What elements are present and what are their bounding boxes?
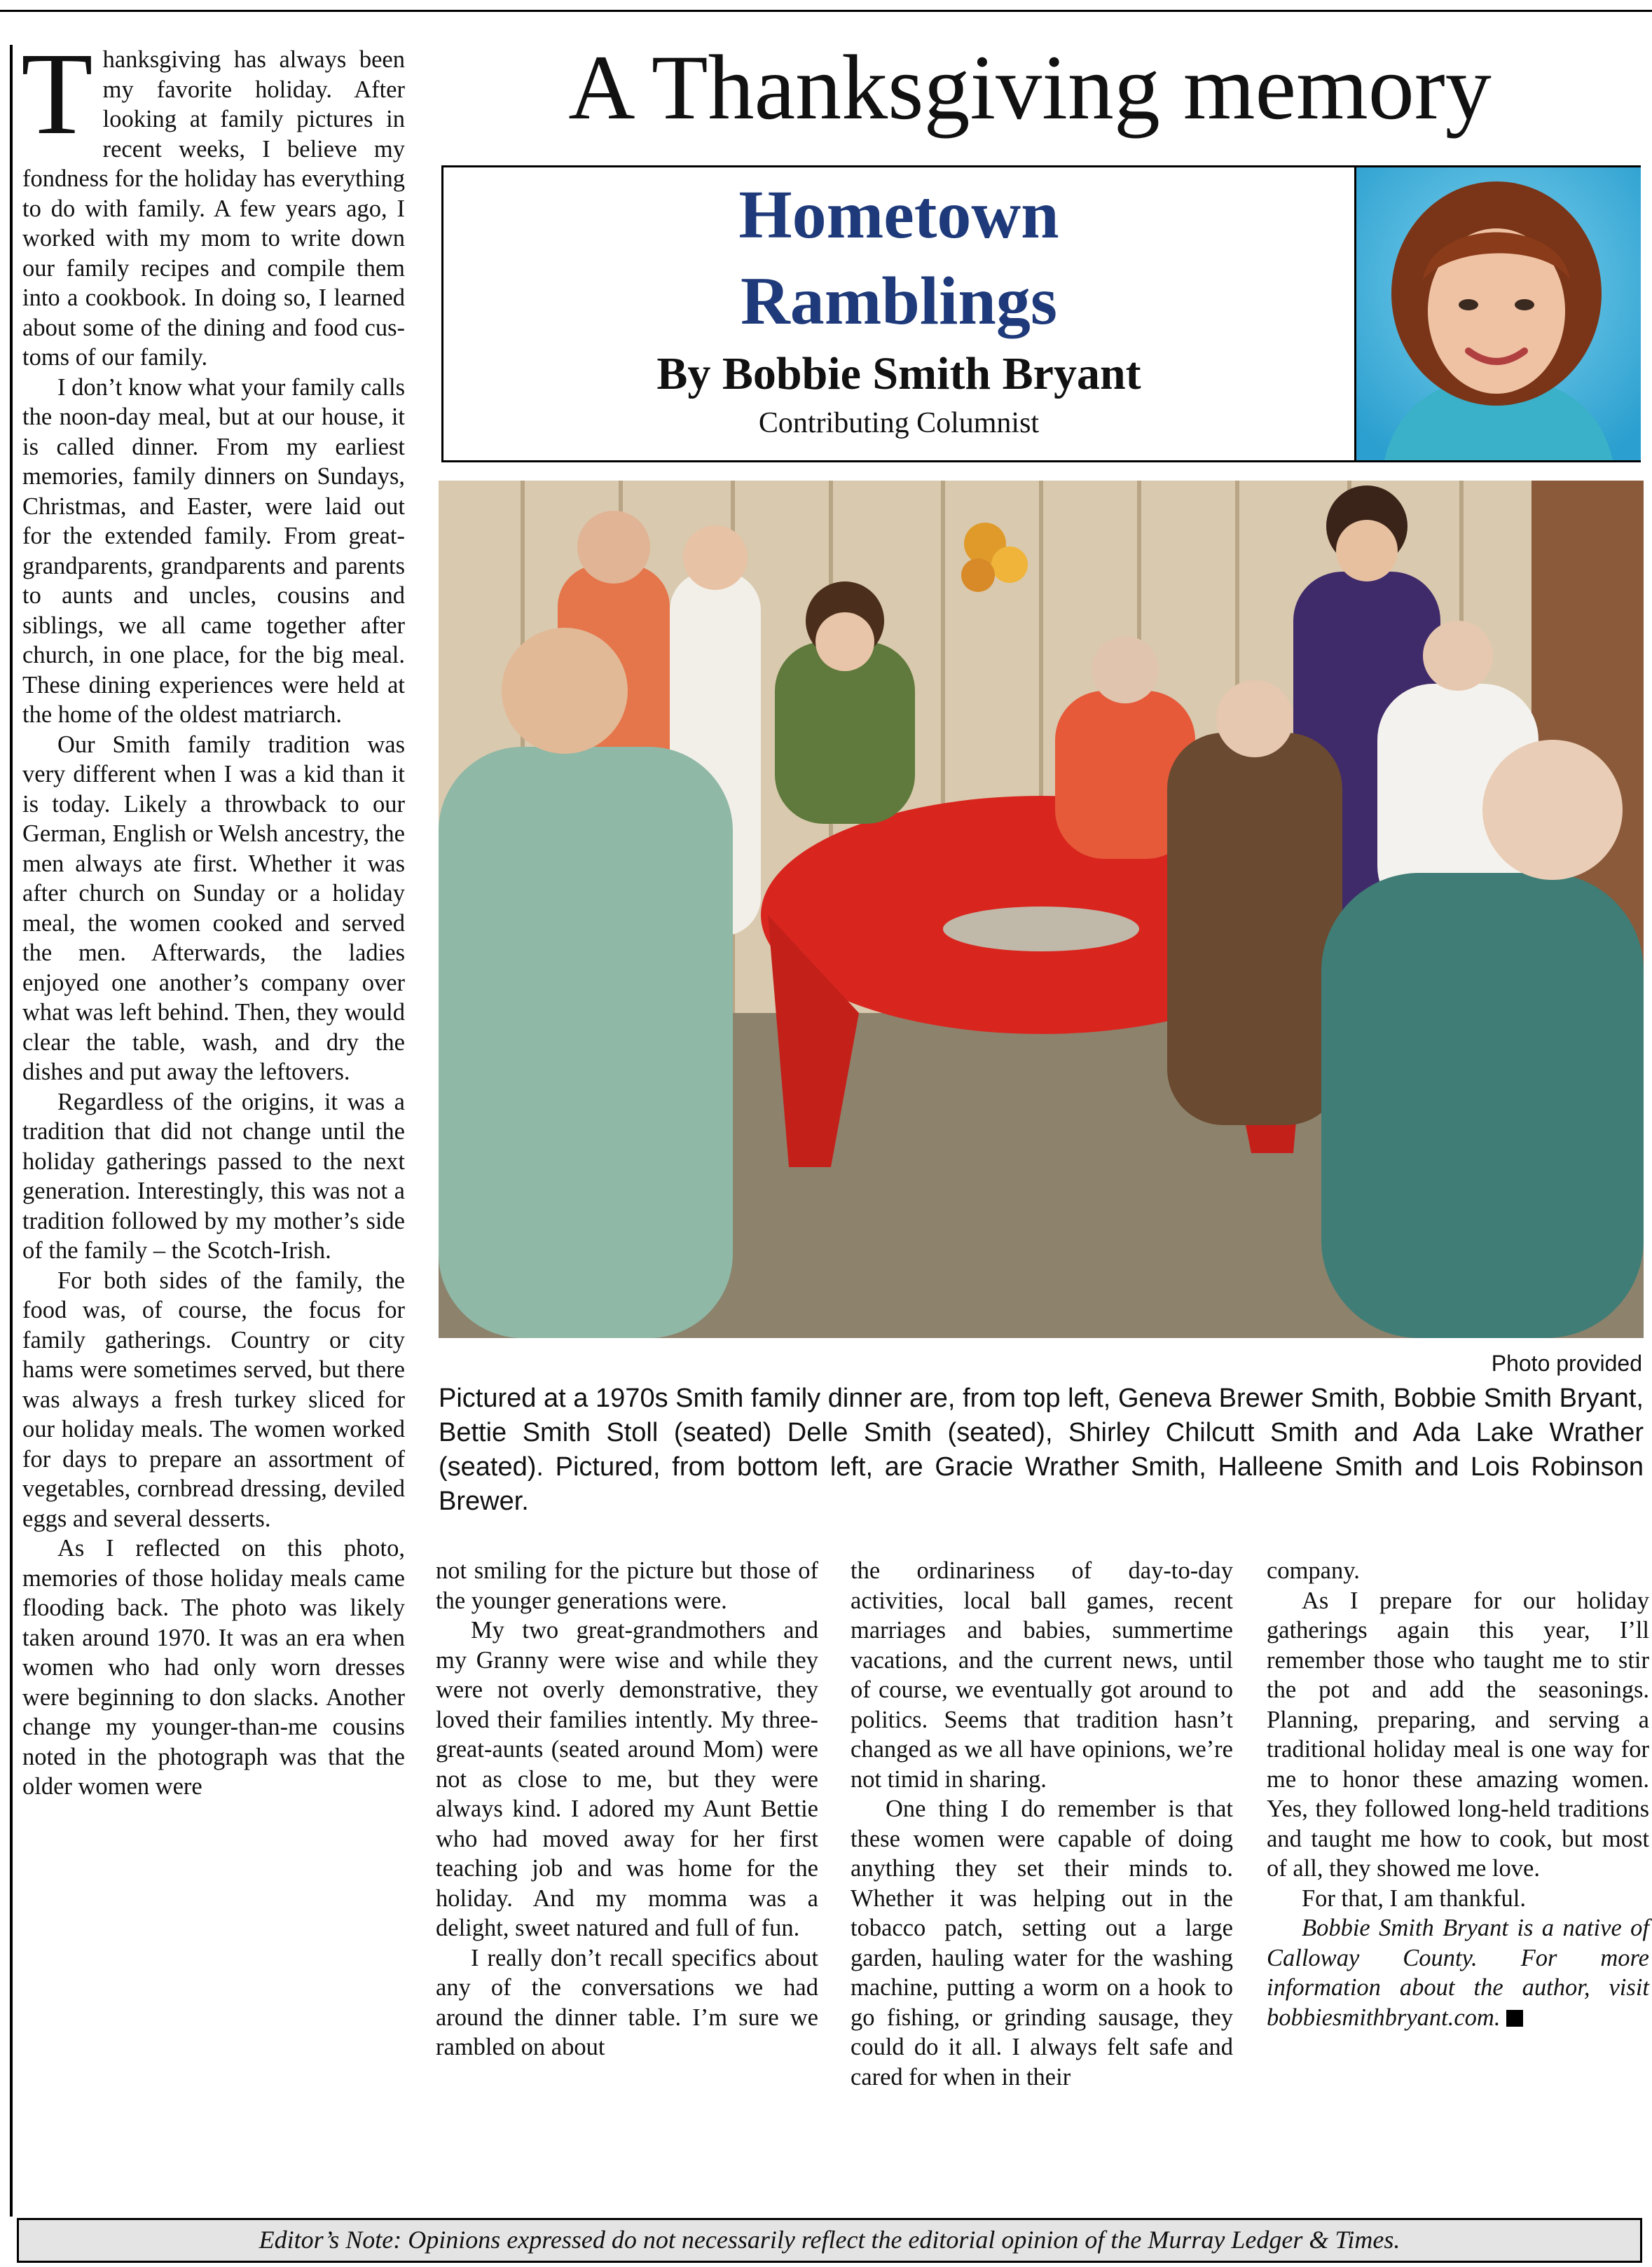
family-dinner-photo: [439, 481, 1644, 1338]
headline: A Thanksgiving memory: [568, 36, 1492, 139]
article-column-1: [21, 29, 405, 1802]
article-column-2: [436, 1556, 818, 2062]
paragraph: not smiling for the picture but those of the younger generations were.: [436, 1557, 818, 1614]
author-headshot: [1354, 167, 1641, 460]
paragraph: I don’t know what your family calls the noon-day meal, but at our house, it is called dinner. From my earliest memories, family dinners on Sundays, Christmas, and Easter, were laid out for the extended family. From great-grandparents, grandparents and parents to aunts and uncles, cousins and siblings, we all came together after church, in one place, for the big meal. These dining experiences were held at the home of the oldest matriarch.: [22, 373, 405, 728]
contributor-role: Contributing Columnist: [758, 407, 1040, 439]
article-column-4: [1267, 1556, 1649, 2032]
paragraph: Regardless of the origins, it was a tradition that did not change until the holiday gatherings passed to the next generation. Interestingly, this was not a tradition followed by my mother’s side of the family – the Scotch-Irish.: [22, 1088, 405, 1264]
paragraph: Our Smith family tradition was very different when I was a kid than it is today. Likely a throwback to our German, English or Welsh ancestry, the men always ate first. Whether it was after church on Sunday or a holiday meal, the women cooked and served the men. Afterwards, the ladies enjoyed one another’s company over what was left behind. Then, they would clear the table, wash, and dry the dishes and put away the leftovers.: [22, 731, 405, 1085]
editors-note: Editor’s Note: Opinions expressed do not necessarily reflect the editorial opinion of the Murray Ledger & Times.: [17, 2218, 1642, 2263]
top-rule: [0, 10, 1652, 12]
paragraph: I really don’t recall specifics about any of the conversations we had around the dinner table. I’m sure we rambled on about: [436, 1944, 818, 2060]
column-kicker-line2: Ramblings: [740, 263, 1057, 339]
paragraph: My two great-grandmothers and my Granny were wise and while they were not overly demonstrative, they loved their families intently. My three-great-aunts (seated around Mom) were not as close to me, but they were always kind. I adored my Aunt Bettie who had moved away for her first teaching job and was home for the holiday. And my momma was a delight, sweet natured and full of fun.: [436, 1617, 818, 1941]
article-column-3: [851, 1556, 1233, 2092]
paragraph: Thanksgiving has always been my favorite holiday. After looking at family pictures in recent weeks, I believe my fondness for the holiday has everything to do with family. A few years ago, I worked with my mom to write down our family recipes and compile them into a cookbook. In doing so, I learned about some of the dining and food customs of our family.: [21, 29, 405, 371]
author-bio: Bobbie Smith Bryant is a native of Calloway County. For more information about the author, visit bobbiesmithbryant.com.: [1267, 1915, 1649, 2031]
photo-caption: Pictured at a 1970s Smith family dinner are, from top left, Geneva Brewer Smith, Bobbie Smith Bryant, Bettie Smith Stoll (seated) Delle Smith (seated), Shirley Chilcutt Smith and Ada Lake Wrather (seated). Pictured, from bottom left, are Gracie Wrather Smith, Halleene Smith and Lois Robinson Brewer.: [439, 1384, 1644, 1516]
drop-cap: T: [21, 29, 93, 159]
paragraph: For that, I am thankful.: [1302, 1884, 1527, 1912]
end-mark: [1506, 2010, 1523, 2027]
paragraph: the ordinariness of day-to-day activities, local ball games, recent marriages and babies, summertime vacations, and the current news, until of course, we eventually got around to politics. Seems that tradition hasn’t changed as we all have opinions, we’re not timid in sharing.: [851, 1557, 1233, 1793]
column-kicker-line1: Hometown: [738, 177, 1059, 253]
byline: By Bobbie Smith Bryant: [656, 348, 1141, 399]
column-header-box: [441, 165, 1641, 462]
paragraph: For both sides of the family, the food was, of course, the focus for family gatherings. Country or city hams were sometimes served, but there was always a fresh turkey sliced for our holiday meals. The women worked for days to prepare an assortment of vegetables, cornbread dressing, deviled eggs and several desserts.: [22, 1267, 405, 1532]
paragraph: As I reflected on this photo, memories of those holiday meals came flooding back. The photo was likely taken around 1970. It was an era when women who had only worn dresses were beginning to don slacks. Another change my younger-than-me cousins noted in the photograph was that the older women were: [22, 1535, 405, 1800]
left-rule: [10, 45, 13, 2217]
photo-credit: Photo provided: [1491, 1351, 1642, 1376]
paragraph: As I prepare for our holiday gatherings again this year, I’ll remember those who taught me to stir the pot and add the seasonings. Planning, preparing, and serving a traditional holiday meal is one way for me to honor these amazing women. Yes, they followed long-held traditions and taught me how to cook, but most of all, they showed me love.: [1267, 1587, 1649, 1882]
paragraph: company.: [1267, 1557, 1360, 1584]
paragraph: One thing I do remember is that these women were capable of doing anything they set their minds to. Whether it was helping out in the tobacco patch, setting out a large garden, hauling water for the washing machine, putting a worm on a hook to go fishing, or grinding sausage, they could do it all. I always felt safe and cared for when in their: [851, 1796, 1233, 2090]
